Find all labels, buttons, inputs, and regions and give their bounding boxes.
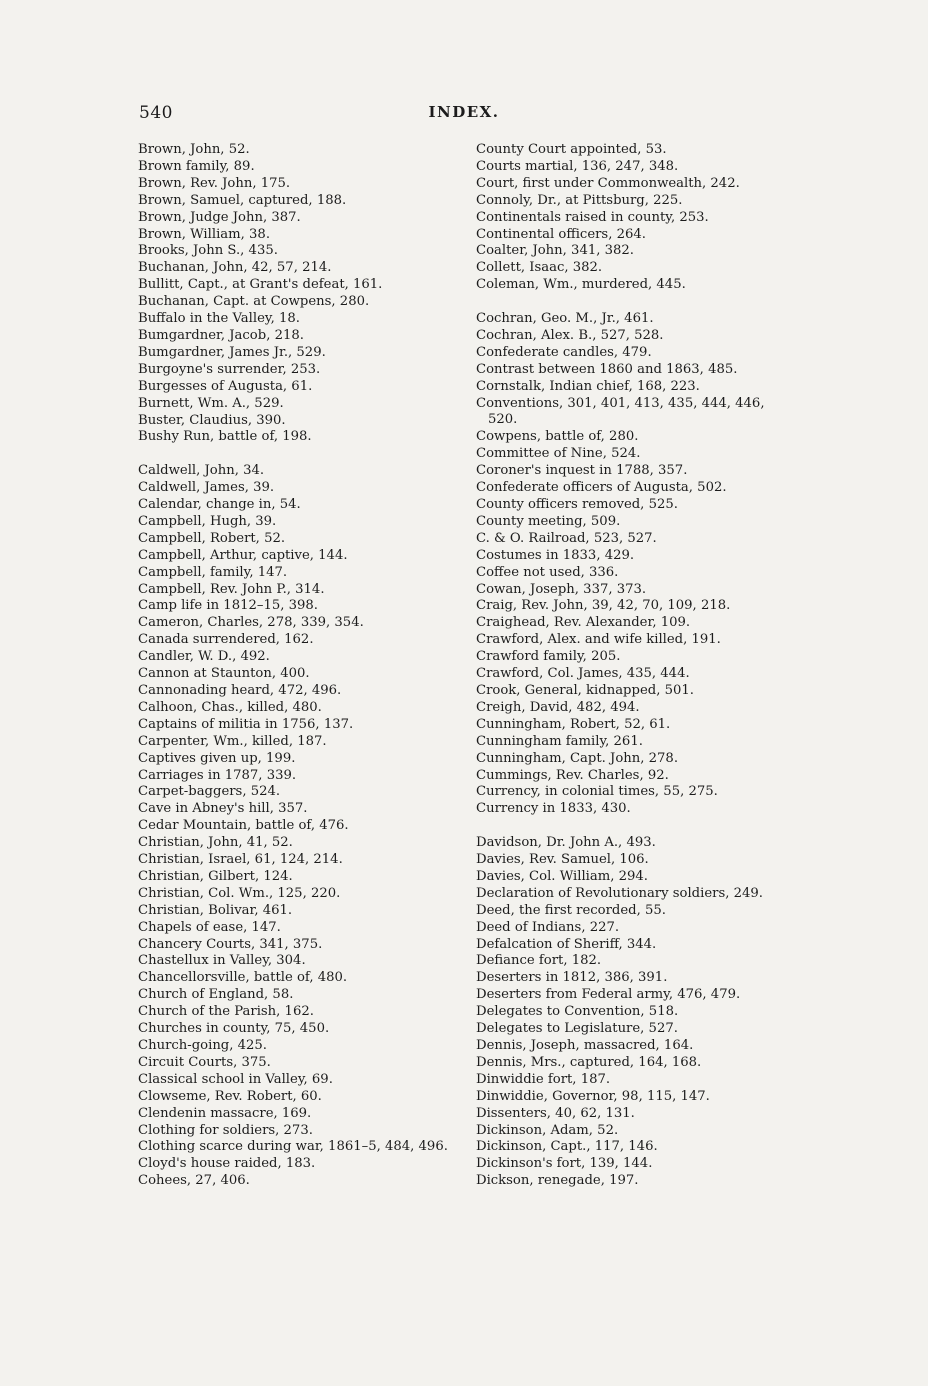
index-entry: Cedar Mountain, battle of, 476. xyxy=(138,818,349,834)
index-entry: Captains of militia in 1756, 137. xyxy=(138,716,354,732)
index-entry: Dissenters, 40, 62, 131. xyxy=(476,1105,635,1121)
index-entry: Chastellux in Valley, 304. xyxy=(138,953,306,969)
index-entry: Candler, W. D., 492. xyxy=(138,649,270,665)
index-entry: Cohees, 27, 406. xyxy=(138,1173,250,1189)
index-entry: Calhoon, Chas., killed, 480. xyxy=(138,699,322,715)
index-entry: Christian, Col. Wm., 125, 220. xyxy=(138,885,341,901)
index-entry: Confederate candles, 479. xyxy=(476,344,652,360)
index-entry: Delegates to Convention, 518. xyxy=(476,1004,679,1020)
index-entry: Clowseme, Rev. Robert, 60. xyxy=(138,1088,322,1104)
index-entry: Christian, John, 41, 52. xyxy=(138,835,293,851)
index-entry: Dinwiddie fort, 187. xyxy=(476,1071,611,1087)
index-entry: Campbell, family, 147. xyxy=(138,564,288,580)
index-entry: Caldwell, John, 34. xyxy=(138,463,265,479)
index-entry: Campbell, Rev. John P., 314. xyxy=(138,581,325,597)
index-entry: Bumgardner, James Jr., 529. xyxy=(138,344,326,360)
index-entry: Church of the Parish, 162. xyxy=(138,1004,314,1020)
index-entry: Craighead, Rev. Alexander, 109. xyxy=(476,615,691,631)
index-entry: Dickinson, Adam, 52. xyxy=(476,1122,619,1138)
index-entry: Burgoyne's surrender, 253. xyxy=(138,361,321,377)
index-entry: Burgesses of Augusta, 61. xyxy=(138,378,313,394)
index-entry: Clothing for soldiers, 273. xyxy=(138,1122,313,1138)
index-entry: Defiance fort, 182. xyxy=(476,953,602,969)
index-entry: Deed, the first recorded, 55. xyxy=(476,902,666,918)
index-entry: Currency in 1833, 430. xyxy=(476,801,631,817)
index-entry: Coroner's inquest in 1788, 357. xyxy=(476,463,688,479)
index-entry: Chancery Courts, 341, 375. xyxy=(138,936,323,952)
index-entry: Chapels of ease, 147. xyxy=(138,919,281,935)
page-header xyxy=(0,103,928,123)
index-entry: Church-going, 425. xyxy=(138,1038,267,1054)
index-entry: Campbell, Arthur, captive, 144. xyxy=(138,547,348,563)
index-entry: Cornstalk, Indian chief, 168, 223. xyxy=(476,378,700,394)
index-entry: Chancellorsville, battle of, 480. xyxy=(138,970,348,986)
index-entry: Costumes in 1833, 429. xyxy=(476,547,635,563)
index-entry: County officers removed, 525. xyxy=(476,497,678,513)
index-entry: Brown, Samuel, captured, 188. xyxy=(138,192,347,208)
index-entry: Coalter, John, 341, 382. xyxy=(476,243,634,259)
index-column-left xyxy=(138,142,471,1190)
section-spacer xyxy=(138,446,471,463)
page-number: 540 xyxy=(139,103,173,123)
index-entry: Delegates to Legislature, 527. xyxy=(476,1021,678,1037)
index-entry: Contrast between 1860 and 1863, 485. xyxy=(476,361,738,377)
index-entry: Brown, Rev. John, 175. xyxy=(138,175,291,191)
index-entry: Davies, Rev. Samuel, 106. xyxy=(476,852,649,868)
index-entry: Creigh, David, 482, 494. xyxy=(476,699,640,715)
index-entry: Church of England, 58. xyxy=(138,987,294,1003)
index-entry: Canada surrendered, 162. xyxy=(138,632,314,648)
index-entry: Crawford, Col. James, 435, 444. xyxy=(476,666,690,682)
index-entry: Dickson, renegade, 197. xyxy=(476,1173,639,1189)
index-entry: Continental officers, 264. xyxy=(476,226,646,242)
index-entry: Currency, in colonial times, 55, 275. xyxy=(476,784,718,800)
index-entry: Bullitt, Capt., at Grant's defeat, 161. xyxy=(138,277,383,293)
index-entry: Captives given up, 199. xyxy=(138,750,296,766)
index-entry: Collett, Isaac, 382. xyxy=(476,260,603,276)
index-entry: Camp life in 1812–15, 398. xyxy=(138,598,318,614)
index-entry: Dickinson's fort, 139, 144. xyxy=(476,1156,653,1172)
index-entry: Crawford, Alex. and wife killed, 191. xyxy=(476,632,721,648)
index-entry: Davidson, Dr. John A., 493. xyxy=(476,835,656,851)
index-entry: Deed of Indians, 227. xyxy=(476,919,620,935)
index-entry: Cochran, Geo. M., Jr., 461. xyxy=(476,311,654,327)
index-entry: Buchanan, John, 42, 57, 214. xyxy=(138,260,332,276)
index-entry: Cannon at Staunton, 400. xyxy=(138,666,310,682)
index-entry: Confederate officers of Augusta, 502. xyxy=(476,480,727,496)
index-entry: Brooks, John S., 435. xyxy=(138,243,278,259)
index-entry: Court, first under Commonwealth, 242. xyxy=(476,175,740,191)
index-entry: Campbell, Hugh, 39. xyxy=(138,513,277,529)
index-entry: Classical school in Valley, 69. xyxy=(138,1071,333,1087)
index-entry: Craig, Rev. John, 39, 42, 70, 109, 218. xyxy=(476,598,731,614)
index-entry: Courts martial, 136, 247, 348. xyxy=(476,158,679,174)
index-entry: Circuit Courts, 375. xyxy=(138,1054,271,1070)
index-entry: Clothing scarce during war, 1861–5, 484, 496. xyxy=(138,1139,448,1155)
index-entry: Coleman, Wm., murdered, 445. xyxy=(476,277,686,293)
index-entry: Caldwell, James, 39. xyxy=(138,480,275,496)
index-entry: Carriages in 1787, 339. xyxy=(138,767,297,783)
index-entry: Brown, Judge John, 387. xyxy=(138,209,301,225)
index-entry: Churches in county, 75, 450. xyxy=(138,1021,330,1037)
index-entry: Cave in Abney's hill, 357. xyxy=(138,801,308,817)
index-entry: Crook, General, kidnapped, 501. xyxy=(476,682,694,698)
index-entry: Christian, Bolivar, 461. xyxy=(138,902,293,918)
index-entry: Cunningham family, 261. xyxy=(476,733,643,749)
index-entry: Declaration of Revolutionary soldiers, 249. xyxy=(476,885,763,901)
index-entry: Committee of Nine, 524. xyxy=(476,446,641,462)
index-entry: Christian, Gilbert, 124. xyxy=(138,868,293,884)
index-entry: Clendenin massacre, 169. xyxy=(138,1105,312,1121)
section-spacer xyxy=(476,294,794,311)
index-entry: Dennis, Mrs., captured, 164, 168. xyxy=(476,1054,702,1070)
section-spacer xyxy=(476,818,794,835)
index-entry: Carpenter, Wm., killed, 187. xyxy=(138,733,327,749)
index-column-right xyxy=(476,142,794,1190)
index-entry: Dickinson, Capt., 117, 146. xyxy=(476,1139,658,1155)
index-entry: Cloyd's house raided, 183. xyxy=(138,1156,316,1172)
index-entry: Cummings, Rev. Charles, 92. xyxy=(476,767,669,783)
index-entry: Cunningham, Capt. John, 278. xyxy=(476,750,679,766)
index-entry: Conventions, 301, 401, 413, 435, 444, 446, 520. xyxy=(476,395,765,428)
index-entry: Cannonading heard, 472, 496. xyxy=(138,682,342,698)
index-entry: Defalcation of Sheriff, 344. xyxy=(476,936,657,952)
index-entry: C. & O. Railroad, 523, 527. xyxy=(476,530,657,546)
index-entry: Buffalo in the Valley, 18. xyxy=(138,311,300,327)
index-entry: Bushy Run, battle of, 198. xyxy=(138,429,312,445)
index-entry: Continentals raised in county, 253. xyxy=(476,209,709,225)
index-entry: Coffee not used, 336. xyxy=(476,564,619,580)
index-entry: Cameron, Charles, 278, 339, 354. xyxy=(138,615,364,631)
index-entry: Campbell, Robert, 52. xyxy=(138,530,286,546)
index-entry: Davies, Col. William, 294. xyxy=(476,868,648,884)
index-entry: Cochran, Alex. B., 527, 528. xyxy=(476,327,664,343)
index-entry: Carpet-baggers, 524. xyxy=(138,784,281,800)
index-entry: Connoly, Dr., at Pittsburg, 225. xyxy=(476,192,683,208)
index-entry: County meeting, 509. xyxy=(476,513,621,529)
index-entry: Brown family, 89. xyxy=(138,158,255,174)
page-title: INDEX. xyxy=(428,103,500,121)
index-entry: Cunningham, Robert, 52, 61. xyxy=(476,716,671,732)
index-entry: Dennis, Joseph, massacred, 164. xyxy=(476,1038,694,1053)
index-entry: Deserters from Federal army, 476, 479. xyxy=(476,987,741,1003)
index-entry: Buchanan, Capt. at Cowpens, 280. xyxy=(138,294,370,310)
index-entry: Crawford family, 205. xyxy=(476,649,621,665)
index-entry: Bumgardner, Jacob, 218. xyxy=(138,327,304,343)
index-entry: Christian, Israel, 61, 124, 214. xyxy=(138,852,343,868)
index-entry: Deserters in 1812, 386, 391. xyxy=(476,970,668,986)
index-entry: Calendar, change in, 54. xyxy=(138,497,301,513)
index-entry: Buster, Claudius, 390. xyxy=(138,412,286,428)
index-entry: County Court appointed, 53. xyxy=(476,142,667,157)
index-entry: Brown, John, 52. xyxy=(138,142,250,157)
index-entry: Cowpens, battle of, 280. xyxy=(476,429,639,445)
index-entry: Dinwiddie, Governor, 98, 115, 147. xyxy=(476,1088,710,1104)
index-entry: Burnett, Wm. A., 529. xyxy=(138,395,284,411)
index-entry: Cowan, Joseph, 337, 373. xyxy=(476,581,647,597)
index-entry: Brown, William, 38. xyxy=(138,226,271,242)
